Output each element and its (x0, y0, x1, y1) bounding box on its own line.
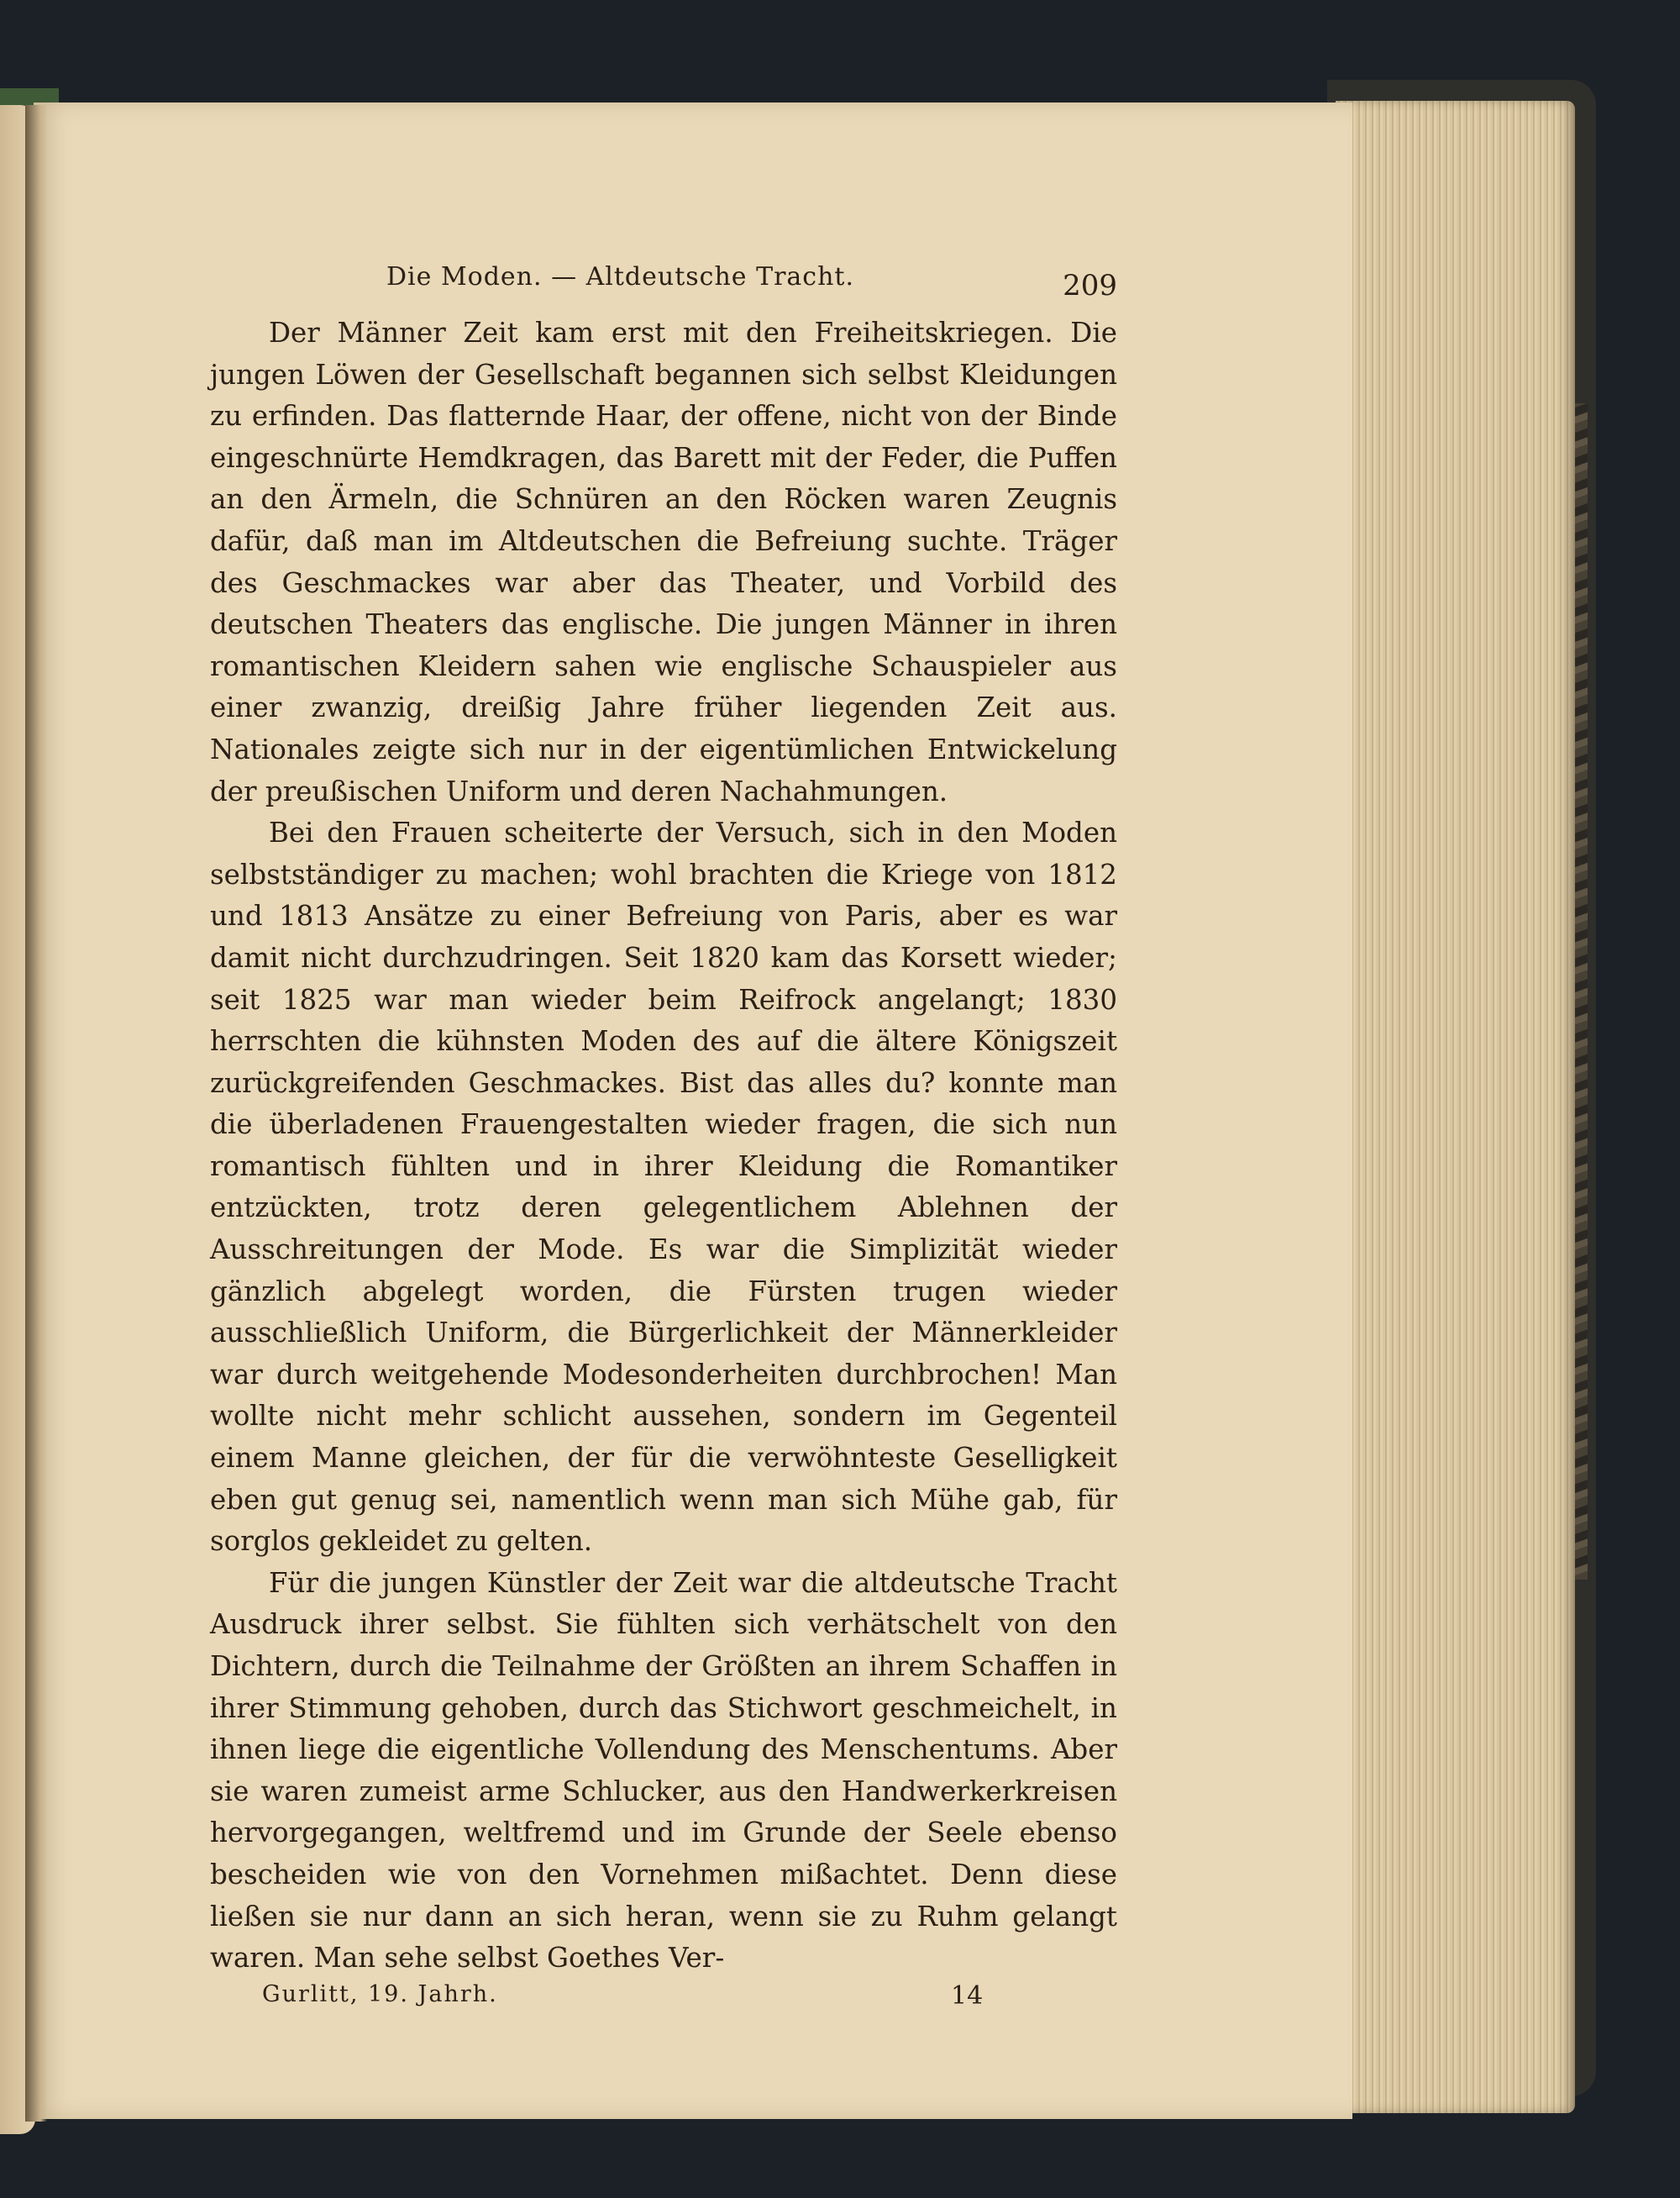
gutter-shadow (25, 105, 47, 2122)
page-number: 209 (1063, 269, 1117, 302)
paragraph: Bei den Frauen scheiterte der Versuch, sich in den Moden selbstständiger zu machen; wohl brachten die Kriege von 1812 und 1813 Ansätze zu einer Befreiung von Paris, aber es war damit nicht durchzudringen. Seit 1820 kam das Korsett wieder; seit 1825 war man wieder beim Reifrock angelangt; 1830 herrschten die kühnsten Moden des auf die ältere Königszeit zurückgreifenden Geschmackes. Bist das alles du? konnte man die überladenen Frauengestalten wieder fragen, die sich nun romantisch fühlten und in ihrer Kleidung die Romantiker entzückten, trotz deren gelegentlichem Ablehnen der Ausschreitungen der Mode. Es war die Simplizität wieder gänzlich abgelegt worden, die Fürsten trugen wieder ausschließlich Uniform, die Bürgerlichkeit der Männerkleider war durch weitgehende Modesonderheiten durchbrochen! Man wollte nicht mehr schlicht aussehen, sondern im Gegenteil einem Manne gleichen, der für die verwöhnteste Geselligkeit eben gut genug sei, namentlich wenn man sich Mühe gab, für sorglos gekleidet zu gelten. (210, 817, 1117, 1558)
book-page (34, 103, 1352, 2119)
running-head-title: Die Moden. — Altdeutsche Tracht. (386, 262, 855, 292)
printer-signature: Gurlitt, 19. Jahrh. (262, 1980, 498, 2007)
text-block (210, 262, 1117, 2015)
paragraph: Für die jungen Künstler der Zeit war die altdeutsche Tracht Ausdruck ihrer selbst. Sie fühlten sich verhätschelt von den Dichtern, durch die Teilnahme der Größten an ihrem Schaffen in ihrer Stimmung gehoben, durch das Stichwort geschmeichelt, in ihnen liege die eigentliche Vollendung des Menschentums. Aber sie waren zumeist arme Schlucker, aus den Handwerkerkreisen hervorgegangen, weltfremd und im Grunde der Seele ebenso bescheiden wie von den Vornehmen mißachtet. Denn diese ließen sie nur dann an sich heran, wenn sie zu Ruhm gelangt waren. Man sehe selbst Goethes Ver- (210, 1566, 1117, 1975)
paragraph: Der Männer Zeit kam erst mit den Freiheitskriegen. Die jungen Löwen der Gesellschaft begannen sich selbst Kleidungen zu erfinden. Das flatternde Haar, der offene, nicht von der Binde eingeschnürte Hemdkragen, das Barett mit der Feder, die Puffen an den Ärmeln, die Schnüren an den Röcken waren Zeugnis dafür, daß man im Altdeutschen die Befreiung suchte. Träger des Geschmackes war aber das Theater, und Vorbild des deutschen Theaters das englische. Die jungen Männer in ihren romantischen Kleidern sahen wie englische Schauspieler aus einer zwanzig, dreißig Jahre früher liegenden Zeit aus. Nationales zeigte sich nur in der eigentümlichen Entwickelung der preußischen Uniform und deren Nachahmungen. (210, 317, 1117, 807)
sheet-number: 14 (951, 1980, 984, 2011)
page-footer (210, 1981, 1117, 2015)
running-head (210, 262, 1117, 313)
body-text (210, 313, 1117, 1980)
page-edges (1336, 101, 1575, 2113)
